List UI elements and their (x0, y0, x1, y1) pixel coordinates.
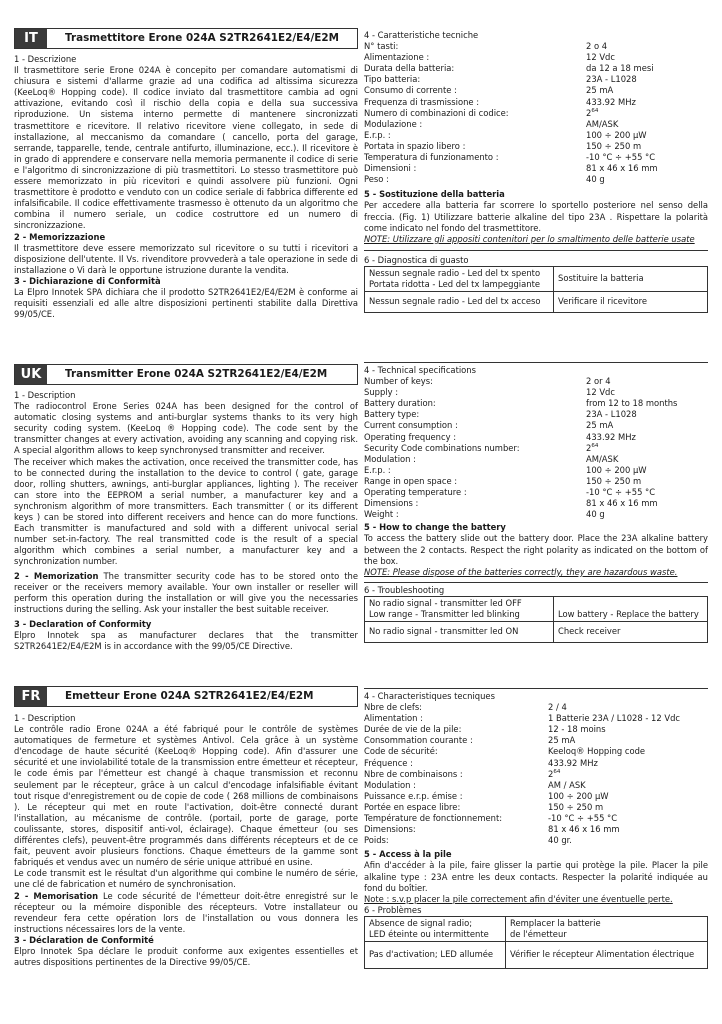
uk-diag-remedy: Low battery - Replace the battery (554, 596, 708, 621)
spec-label: Modulazione : (364, 118, 423, 129)
spec-row (364, 398, 708, 409)
uk-s2-text: The transmitter security code has to be stored onto the receiver or the receivers memory available. Your own installer or reseller will perform this operation during the installation or will give you the necessaries instructions during the selling. Ask your installer the best suitable receiver. (14, 570, 359, 614)
uk-right-column (364, 362, 708, 643)
spec-row (364, 130, 708, 141)
it-s1-text: Il trasmettitore serie Erone 024A è concepito per comandare automatismi di chiusura e sistemi d'allarme grazie ad una codifica ad altissima sicurezza (KeeLoq® Hopping code). Il codice inviato dal trasmettitore cambia ad ogni attivazione, evitando così il rischio della copia e della sua successiva riproduzione. Un sistema interno permette di mantenere sincronizzati trasmettitore e ricevitore. Il relativo ricevitore viene collegato, in sede di installazione, al meccanismo da comandare ( cancello, porta del garage, serrande, tapparelle, tende, centrale antifurto, illuminazione, ecc.). Il ricevitore è in grado di apprendere e conservare nella memoria permanente il codice di serie e l'algoritmo di sincronizzazione di più trasmettitori. Lo stesso trasmettitore può essere memorizzato in più ricevitori e quindi assolvere più funzioni. Ogni trasmettitore è prodotto e venduto con un codice seriale di fabbrica differente ed infalsificabile. Il codice effettivamente trasmesso è ottenuto da un algoritmo che combina il numero seriale, un codice costruttore ed un numero di sincronizzazione. (14, 65, 358, 231)
spec-label: Battery duration: (364, 398, 436, 409)
spec-label: Tipo batteria: (364, 74, 421, 85)
fr-diag-remedy: Vérifier le récepteur Alimentation électrique (506, 941, 708, 968)
spec-value (586, 432, 708, 443)
spec-value (548, 813, 708, 824)
spec-row (364, 465, 708, 476)
spec-value-text: Keeloq® Hopping code (548, 746, 646, 757)
fr-s6-heading: 6 - Problèmes (364, 904, 422, 915)
spec-label: Température de fonctionnement: (364, 813, 503, 824)
spec-value (586, 108, 708, 119)
spec-value-text: 100 ÷ 200 μW (548, 790, 609, 801)
spec-row (364, 52, 708, 63)
uk-diag-cause: No radio signal - transmitter led ON (365, 621, 554, 642)
spec-row (364, 376, 708, 387)
it-s1-heading: 1 - Descrizione (14, 54, 77, 64)
spec-label: Consumo di corrente : (364, 85, 457, 96)
spec-row (364, 41, 708, 52)
spec-label: Poids: (364, 835, 389, 846)
spec-value (586, 97, 708, 108)
spec-value (586, 141, 708, 152)
spec-value-text: 25 mA (586, 85, 614, 96)
uk-diag-cause: No radio signal - transmitter led OFF (369, 597, 522, 608)
spec-value (586, 409, 708, 420)
spec-value-text: 433.92 MHz (548, 757, 598, 768)
spec-row (364, 420, 708, 431)
spec-value (548, 735, 708, 746)
it-header (14, 28, 358, 49)
spec-value-text: 150 ÷ 250 m (548, 801, 604, 812)
table-row (365, 291, 708, 312)
spec-value (586, 63, 708, 74)
spec-value (548, 713, 708, 724)
spec-row (364, 409, 708, 420)
spec-value (548, 769, 708, 780)
spec-label: Operating frequency : (364, 431, 457, 442)
uk-left-column (14, 364, 358, 652)
spec-row (364, 119, 708, 130)
spec-value-text: 40 gr. (548, 835, 572, 846)
it-diag-remedy: Sostituire la batteria (554, 266, 708, 291)
spec-value (586, 174, 708, 185)
spec-label: Nbre de combinaisons : (364, 768, 463, 779)
spec-label: Puissance e.r.p. émise : (364, 790, 463, 801)
spec-label: N° tasti: (364, 41, 399, 52)
spec-row (364, 387, 708, 398)
spec-label: Numero di combinazioni di codice: (364, 107, 509, 118)
spec-value (548, 791, 708, 802)
spec-value-text: 100 ÷ 200 μW (586, 464, 647, 475)
spec-exponent: 64 (591, 107, 599, 114)
spec-row (364, 476, 708, 487)
spec-label: Dimensions : (364, 498, 419, 509)
spec-value (548, 724, 708, 735)
fr-s2-text: Le code sécurité de l'émetteur doit-être enregistré sur le récepteur ou la mémoire disponible des récepteurs. Votre installateur ou revendeur fera cette opération lors de l'installation ou vous donnera les instructions nécessaires lors de la vente. (14, 890, 358, 934)
spec-value-text: 1 Batterie 23A / L1028 - 12 Vdc (548, 713, 681, 724)
spec-value (548, 824, 708, 835)
spec-value-text: AM / ASK (548, 779, 586, 790)
it-right-column (364, 30, 708, 313)
spec-value (586, 487, 708, 498)
it-diagnostic-table (364, 266, 708, 313)
spec-row (364, 702, 708, 713)
spec-label: Portata in spazio libero : (364, 140, 466, 151)
spec-value-text: 433.92 MHz (586, 431, 636, 442)
it-s3-text: La Elpro Innotek SPA dichiara che il prodotto S2TR2641E2/E4/E2M è conforme ai requisiti essenziali ed alle altre disposizioni pertinenti stabilite dalla Direttiva 99/05/CE. (14, 286, 358, 320)
spec-label: Fréquence : (364, 757, 413, 768)
spec-value (586, 74, 708, 85)
spec-row (364, 63, 708, 74)
spec-row (364, 85, 708, 96)
it-diag-cause: Nessun segnale radio - Led del tx acceso (365, 291, 554, 312)
it-diag-cause: Nessun segnale radio - Led del tx spento (369, 267, 541, 278)
spec-label: Peso : (364, 174, 389, 185)
uk-troubleshooting-table (364, 596, 708, 643)
spec-label: Weight : (364, 509, 399, 520)
spec-label: E.r.p. : (364, 464, 391, 475)
spec-row (364, 152, 708, 163)
spec-value-text: 100 ÷ 200 μW (586, 129, 647, 140)
uk-s3-text: Elpro Innotek spa as manufacturer declares that the transmitter S2TR2641E2/E4/E2M is in accordance with the 99/05/CE Directive. (14, 629, 358, 652)
spec-value (548, 835, 708, 846)
fr-s3-text: Elpro Innotek Spa déclare le produit conforme aux exigentes essentielles et autres dispositions pertinentes de la Directive 99/05/CE. (14, 945, 358, 968)
spec-value (586, 152, 708, 163)
fr-problems-table (364, 916, 708, 969)
it-spec-list (364, 41, 708, 185)
spec-value-text: 25 mA (548, 735, 576, 746)
fr-right-column (364, 688, 708, 969)
spec-value-text: 23A - L1028 (586, 409, 637, 420)
fr-diag-cause: Pas d'activation; LED allumée (365, 941, 506, 968)
spec-row (364, 758, 708, 769)
spec-row (364, 813, 708, 824)
spec-value (586, 387, 708, 398)
spec-row (364, 802, 708, 813)
spec-value-text: da 12 a 18 mesi (586, 63, 654, 74)
spec-value (548, 802, 708, 813)
table-row (365, 266, 708, 291)
spec-value-text: 40 g (586, 174, 605, 185)
spec-label: Modulation : (364, 453, 416, 464)
spec-row (364, 174, 708, 185)
fr-s1-text2: Le code transmit est le résultat d'un algorithme qui combine le numéro de série, une clé de fabrication et numéro de synchronisation. (14, 868, 358, 890)
spec-label: Alimentazione : (364, 52, 430, 63)
spec-label: Number of keys: (364, 376, 433, 387)
spec-value-text: 2 (586, 442, 592, 453)
spec-value-text: 2 (548, 768, 554, 779)
uk-s5-note: NOTE: Please dispose of the batteries correctly, they are hazardous waste. (364, 566, 678, 577)
spec-row (364, 498, 708, 509)
spec-label: Temperatura di funzionamento : (364, 152, 499, 163)
spec-value (586, 454, 708, 465)
spec-row (364, 141, 708, 152)
spec-row (364, 824, 708, 835)
table-row (365, 621, 708, 642)
it-s4-heading: 4 - Caratteristiche tecniche (364, 30, 479, 40)
uk-s3-heading: 3 - Declaration of Conformity (14, 618, 152, 629)
fr-s5-note: Note : s.v.p placer la pile correctement afin d'éviter une éventuelle perte. (364, 893, 673, 904)
spec-row (364, 443, 708, 454)
spec-row (364, 74, 708, 85)
spec-value-text: 12 Vdc (586, 387, 615, 398)
uk-diag-remedy: Check receiver (554, 621, 708, 642)
spec-value (548, 758, 708, 769)
spec-value (586, 509, 708, 520)
spec-value (586, 119, 708, 130)
fr-s5-heading: 5 - Access à la pile (364, 849, 452, 860)
spec-value (548, 702, 708, 713)
spec-value-text: 150 ÷ 250 m (586, 475, 642, 486)
spec-value-text: 2 or 4 (586, 376, 611, 387)
spec-label: Durée de vie de la pile: (364, 724, 462, 735)
spec-value (548, 780, 708, 791)
spec-label: Frequenza di trasmissione : (364, 96, 480, 107)
spec-label: E.r.p. : (364, 129, 391, 140)
it-s2-heading: 2 - Memorizzazione (14, 231, 106, 242)
spec-row (364, 724, 708, 735)
spec-row (364, 746, 708, 757)
it-s3-heading: 3 - Dichiarazione di Conformità (14, 275, 161, 286)
spec-value (586, 465, 708, 476)
it-s6-heading: 6 - Diagnostica di guasto (364, 254, 469, 265)
spec-label: Security Code combinations number: (364, 442, 520, 453)
spec-value-text: 40 g (586, 509, 605, 520)
spec-row (364, 835, 708, 846)
uk-s4-heading: 4 - Technical specifications (364, 362, 708, 376)
it-diag-cause: Portata ridotta - Led del tx lampeggiante (369, 278, 540, 289)
it-s2-text: Il trasmettitore deve essere memorizzato sul ricevitore o su tutti i ricevitori a disposizione dell'utente. Il Vs. rivenditore provvederà a tale operazione in sede di installazione o Vi darà le opportune istruzione durante la vendita. (14, 242, 358, 275)
spec-label: Dimensions: (364, 824, 416, 835)
spec-label: Range in open space : (364, 475, 458, 486)
uk-s1-text2: The receiver which makes the activation, once received the transmitter code, has to be connected during the installation to the device to control ( gate, garage door, rolling shutters, awnings, anti-burglar appliances, lighting ). The receiver can store into the EEPROM a serial number, a manufacturer key and a synchronism algorithm of more transmitters. Each transmitter ( or its different keys ) can be stored into different receivers and hence can do more functions. Each transmitter is manufactured and sold with a different univocal serial number set-in-factory. The real transmitted code is the result of a special algorithm which combines a serial number, a manufacturer key and a synchronization number. (14, 456, 358, 567)
spec-value-text: 81 x 46 x 16 mm (586, 498, 658, 509)
spec-row (364, 769, 708, 780)
spec-row (364, 454, 708, 465)
fr-diag-remedy: Remplacer la batterie (510, 917, 601, 928)
spec-value (586, 398, 708, 409)
spec-row (364, 97, 708, 108)
spec-exponent: 64 (553, 768, 561, 775)
uk-s5-text: To access the battery slide out the battery door. Place the 23A alkaline battery between the 2 contacts. Respect the right polarity as indicated on the bottom of the box. (364, 533, 708, 566)
fr-diag-cause: Absence de signal radio; (369, 917, 473, 928)
spec-label: Alimentation : (364, 713, 423, 724)
spec-exponent: 64 (591, 442, 599, 449)
fr-s2-heading: 2 - Memorisation (14, 890, 99, 901)
spec-value (548, 746, 708, 757)
fr-header (14, 686, 358, 707)
spec-value-text: 150 ÷ 250 m (586, 140, 642, 151)
spec-value-text: 25 mA (586, 420, 614, 431)
uk-s5-heading: 5 - How to change the battery (364, 522, 506, 533)
spec-label: Current consumption : (364, 420, 458, 431)
it-s5-heading: 5 - Sostituzione della batteria (364, 189, 505, 200)
spec-value (586, 52, 708, 63)
it-s5-text: Per accedere alla batteria far scorrere lo sportello posteriore nel senso della freccia. (Fig. 1) Utilizzare batterie alkaline del tipo 23A . Rispettare la polarità come indicato nel fondo del trasmettitore. (364, 200, 708, 233)
fr-title: Emetteur Erone 024A S2TR2641E2/E4/E2M (65, 689, 314, 702)
spec-label: Supply : (364, 387, 399, 398)
spec-value-text: 2 (586, 107, 592, 118)
uk-spec-list (364, 376, 708, 520)
spec-value-text: 81 x 46 x 16 mm (548, 824, 620, 835)
spec-value (586, 130, 708, 141)
fr-diag-cause: LED éteinte ou intermittente (369, 928, 489, 939)
spec-value (586, 85, 708, 96)
spec-value (586, 420, 708, 431)
it-diag-remedy: Verificare il ricevitore (554, 291, 708, 312)
table-row (365, 916, 708, 941)
spec-row (364, 163, 708, 174)
spec-row (364, 791, 708, 802)
spec-value-text: AM/ASK (586, 453, 619, 464)
spec-row (364, 487, 708, 498)
spec-row (364, 509, 708, 520)
spec-row (364, 713, 708, 724)
uk-s1-heading: 1 - Description (14, 390, 76, 400)
fr-s4-heading: 4 - Characteristiques tecniques (364, 688, 708, 702)
fr-s5-text: Afin d'accéder à la pile, faire glisser la partie qui protège la pile. Placer la pile alkaline type : 23A entre les deux contacts. Respecter la polarité indiquée au fond du boîtier. (364, 860, 708, 893)
spec-row (364, 735, 708, 746)
uk-title: Transmitter Erone 024A S2TR2641E2/E4/E2M (65, 367, 328, 380)
spec-value-text: -10 °C ÷ +55 °C (586, 487, 656, 498)
table-row (365, 596, 708, 621)
uk-language-badge: UK (15, 365, 47, 384)
spec-value (586, 376, 708, 387)
spec-label: Modulation : (364, 779, 416, 790)
spec-value-text: AM/ASK (586, 118, 619, 129)
spec-label: Consommation courante : (364, 735, 473, 746)
spec-value (586, 498, 708, 509)
fr-diag-remedy: de l'émetteur (510, 928, 567, 939)
spec-value-text: 81 x 46 x 16 mm (586, 163, 658, 174)
fr-spec-list (364, 702, 708, 846)
spec-row (364, 432, 708, 443)
uk-diag-cause: Low range - Transmitter led blinking (369, 608, 520, 619)
fr-s1-text: Le contrôle radio Erone 024A a été fabriqué pour le contrôle de systèmes automatiques de fermeture et systèmes Antivol. Cela grâce à un système d'encodage de haute sécurité (KeeLoq® Hopping code). Afin d'assurer une sécurité et une inviolabilité totale de la transmission entre émetteur et récepteur, le code émis par l'émetteur est changé à chaque transmission et reconnu seulement par le récepteur, grâce à un calcul d'encodage infalsifiable évitant tout risque d'enregistrement ou de copie de code ( 268 millions de combinaisons ). Le récepteur qui met en route l'activation, doit-être connecté durant l'installation, au mécanisme de contrôle. (portail, porte de garage, porte coulissante, stores, dispositif anti-vol, éclairage). Chaque émetteur (ou ses différentes clefs), peuvent-être programmés dans différents récepteurs et de ce fait, peuvent avoir plusieurs fonctions. Chaque émetteurs de la gamme sont fabriqués et vendus avec un numéro de série unique attribué en usine. (14, 724, 358, 868)
spec-label: Nbre de clefs: (364, 702, 423, 713)
spec-value-text: 23A - L1028 (586, 74, 637, 85)
it-s5-note: NOTE: Utilizzare gli appositi contenitori per lo smaltimento delle batterie usate (364, 233, 695, 244)
spec-value-text: 2 o 4 (586, 41, 608, 52)
fr-s1-heading: 1 - Description (14, 713, 76, 723)
fr-language-badge: FR (15, 687, 47, 706)
spec-label: Portée en espace libre: (364, 801, 461, 812)
spec-row (364, 780, 708, 791)
spec-label: Operating temperature : (364, 487, 467, 498)
uk-s1-text: The radiocontrol Erone Series 024A has been designed for the control of automatic closing systems and anti-burglar systems thanks to its very high security coding system. (KeeLoq ® Hopping code). The code sent by the transmitter changes at every activation, avoiding any scanning and copying risk. A special algorithm allows to keep synchronysed transmitter and receiver. (14, 401, 358, 456)
table-row (365, 941, 708, 968)
spec-value-text: 12 Vdc (586, 52, 615, 63)
it-language-badge: IT (15, 29, 47, 48)
spec-value-text: 2 / 4 (548, 702, 567, 713)
uk-s2-heading: 2 - Memorization (14, 570, 99, 581)
spec-value-text: from 12 to 18 months (586, 398, 678, 409)
spec-label: Durata della batteria: (364, 63, 455, 74)
uk-s6-heading: 6 - Troubleshooting (364, 584, 445, 595)
fr-s3-heading: 3 - Déclaration de Conformité (14, 934, 154, 945)
it-title: Trasmettitore Erone 024A S2TR2641E2/E4/E2M (65, 31, 339, 44)
spec-value-text: 433.92 MHz (586, 96, 636, 107)
spec-value (586, 476, 708, 487)
spec-label: Dimensioni : (364, 163, 417, 174)
spec-value (586, 443, 708, 454)
spec-label: Code de sécurité: (364, 746, 438, 757)
it-left-column (14, 28, 358, 320)
spec-value-text: 12 - 18 moins (548, 724, 606, 735)
spec-label: Battery type: (364, 409, 420, 420)
spec-value-text: -10 °C ÷ +55 °C (548, 813, 618, 824)
spec-value (586, 163, 708, 174)
spec-row (364, 108, 708, 119)
fr-left-column (14, 686, 358, 968)
spec-value (586, 41, 708, 52)
uk-header (14, 364, 358, 385)
spec-value-text: -10 °C ÷ +55 °C (586, 152, 656, 163)
